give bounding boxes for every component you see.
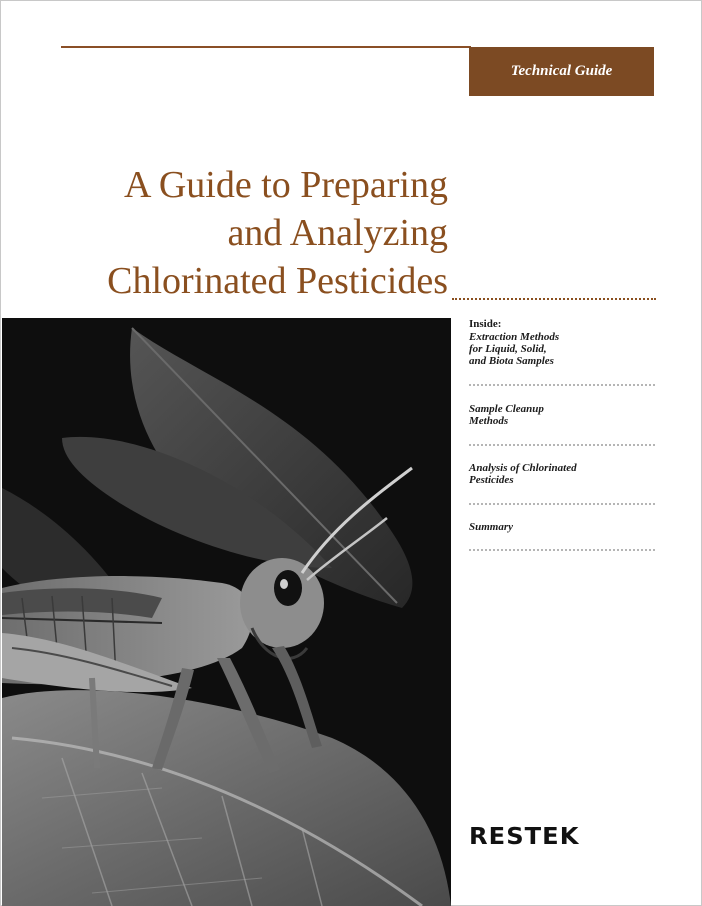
toc-item-summary: Summary [469,521,514,533]
technical-guide-badge [469,47,654,96]
title-line-1: A Guide to Preparing [123,164,448,206]
contents-sidebar [469,318,659,551]
header-rule [61,46,471,48]
toc-item-cleanup: Sample Cleanup Methods [469,403,544,427]
title-dotted-leader [452,288,656,300]
toc-divider [469,549,655,551]
title-line-3: Chlorinated Pesticides [107,260,448,302]
logo-wordmark: RESTEK [469,824,580,850]
inside-label: Inside: [469,318,502,330]
badge-label: Technical Guide [510,63,613,79]
toc-item-extraction: Extraction Methods for Liquid, Solid, and Biota Samples [469,331,560,367]
title-line-2: and Analyzing [227,212,448,254]
document-title [107,161,448,305]
toc-item-analysis: Analysis of Chlorinated Pesticides [469,462,577,486]
restek-logo [469,818,589,852]
grasshopper-illustration [2,318,451,906]
grasshopper-photo [2,318,451,906]
